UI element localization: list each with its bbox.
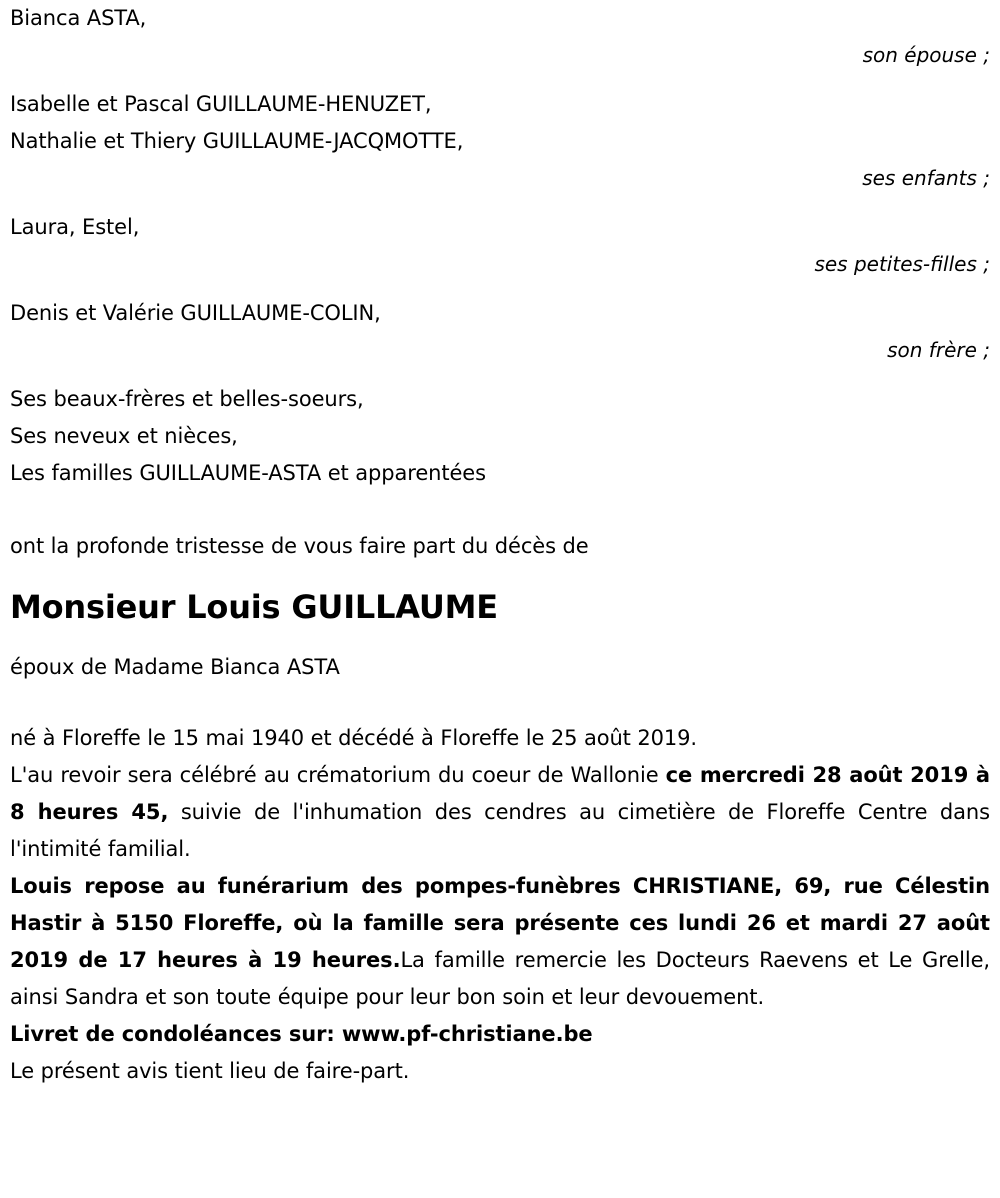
spacer <box>10 283 990 295</box>
spacer <box>10 492 990 528</box>
relation-group-children <box>10 86 990 197</box>
extended-family-block <box>10 381 990 492</box>
relation-group-brother <box>10 295 990 369</box>
condolences-link-line[interactable]: Livret de condoléances sur: www.pf-christiane.be <box>10 1022 593 1046</box>
relation-label-granddaughters: ses petites-filles ; <box>814 252 990 276</box>
announcement-lead: ont la profonde tristesse de vous faire part du décès de <box>10 534 589 558</box>
extended-family-line: Ses beaux-frères et belles-soeurs, <box>10 387 364 411</box>
extended-family-line: Les familles GUILLAUME-ASTA et apparentées <box>10 461 486 485</box>
ceremony-paragraph <box>10 757 990 868</box>
deceased-name: Monsieur Louis GUILLAUME <box>10 588 498 626</box>
relation-group-spouse <box>10 0 990 74</box>
spacer <box>10 74 990 86</box>
spacer <box>10 627 990 649</box>
family-name-line: Denis et Valérie GUILLAUME-COLIN, <box>10 301 381 325</box>
family-name-line: Nathalie et Thiery GUILLAUME-JACQMOTTE, <box>10 129 464 153</box>
birth-death-line: né à Floreffe le 15 mai 1940 et décédé à Floreffe le 25 août 2019. <box>10 726 697 750</box>
relation-group-granddaughters <box>10 209 990 283</box>
ceremony-text-part1: L'au revoir sera célébré au crématorium du coeur de Wallonie <box>10 763 666 787</box>
visitation-thanks-text: La famille remercie les Docteurs Raevens et Le Grelle, ainsi Sandra et son toute équipe pour leur bon soin et leur devouement. <box>10 948 990 1009</box>
visitation-paragraph <box>10 868 990 1016</box>
notice-content <box>10 0 990 1090</box>
relation-label-brother: son frère ; <box>887 338 990 362</box>
family-name-line: Bianca ASTA, <box>10 6 147 30</box>
visitation-bold-text: Louis repose au funérarium des pompes-funèbres CHRISTIANE, 69, rue Célestin Hastir à 5150 Floreffe, où la famille sera présente ces lundi 26 et mardi 27 août 2019 de 17 heures à 19 heures. <box>10 874 990 972</box>
footer-notice: Le présent avis tient lieu de faire-part. <box>10 1059 410 1083</box>
family-name-line: Laura, Estel, <box>10 215 140 239</box>
spacer <box>10 197 990 209</box>
ceremony-text-part3: suivie de l'inhumation des cendres au cimetière de Floreffe Centre dans l'intimité familial. <box>10 800 990 861</box>
relation-label-children: ses enfants ; <box>862 166 990 190</box>
family-name-line: Isabelle et Pascal GUILLAUME-HENUZET, <box>10 92 432 116</box>
ceremony-datetime-bold: ce mercredi 28 août 2019 à 8 heures 45, <box>10 763 991 824</box>
relation-label-spouse: son épouse ; <box>862 43 990 67</box>
spacer <box>10 565 990 587</box>
spouse-of-line: époux de Madame Bianca ASTA <box>10 655 340 679</box>
extended-family-line: Ses neveux et nièces, <box>10 424 238 448</box>
spacer <box>10 369 990 381</box>
spacer <box>10 686 990 720</box>
